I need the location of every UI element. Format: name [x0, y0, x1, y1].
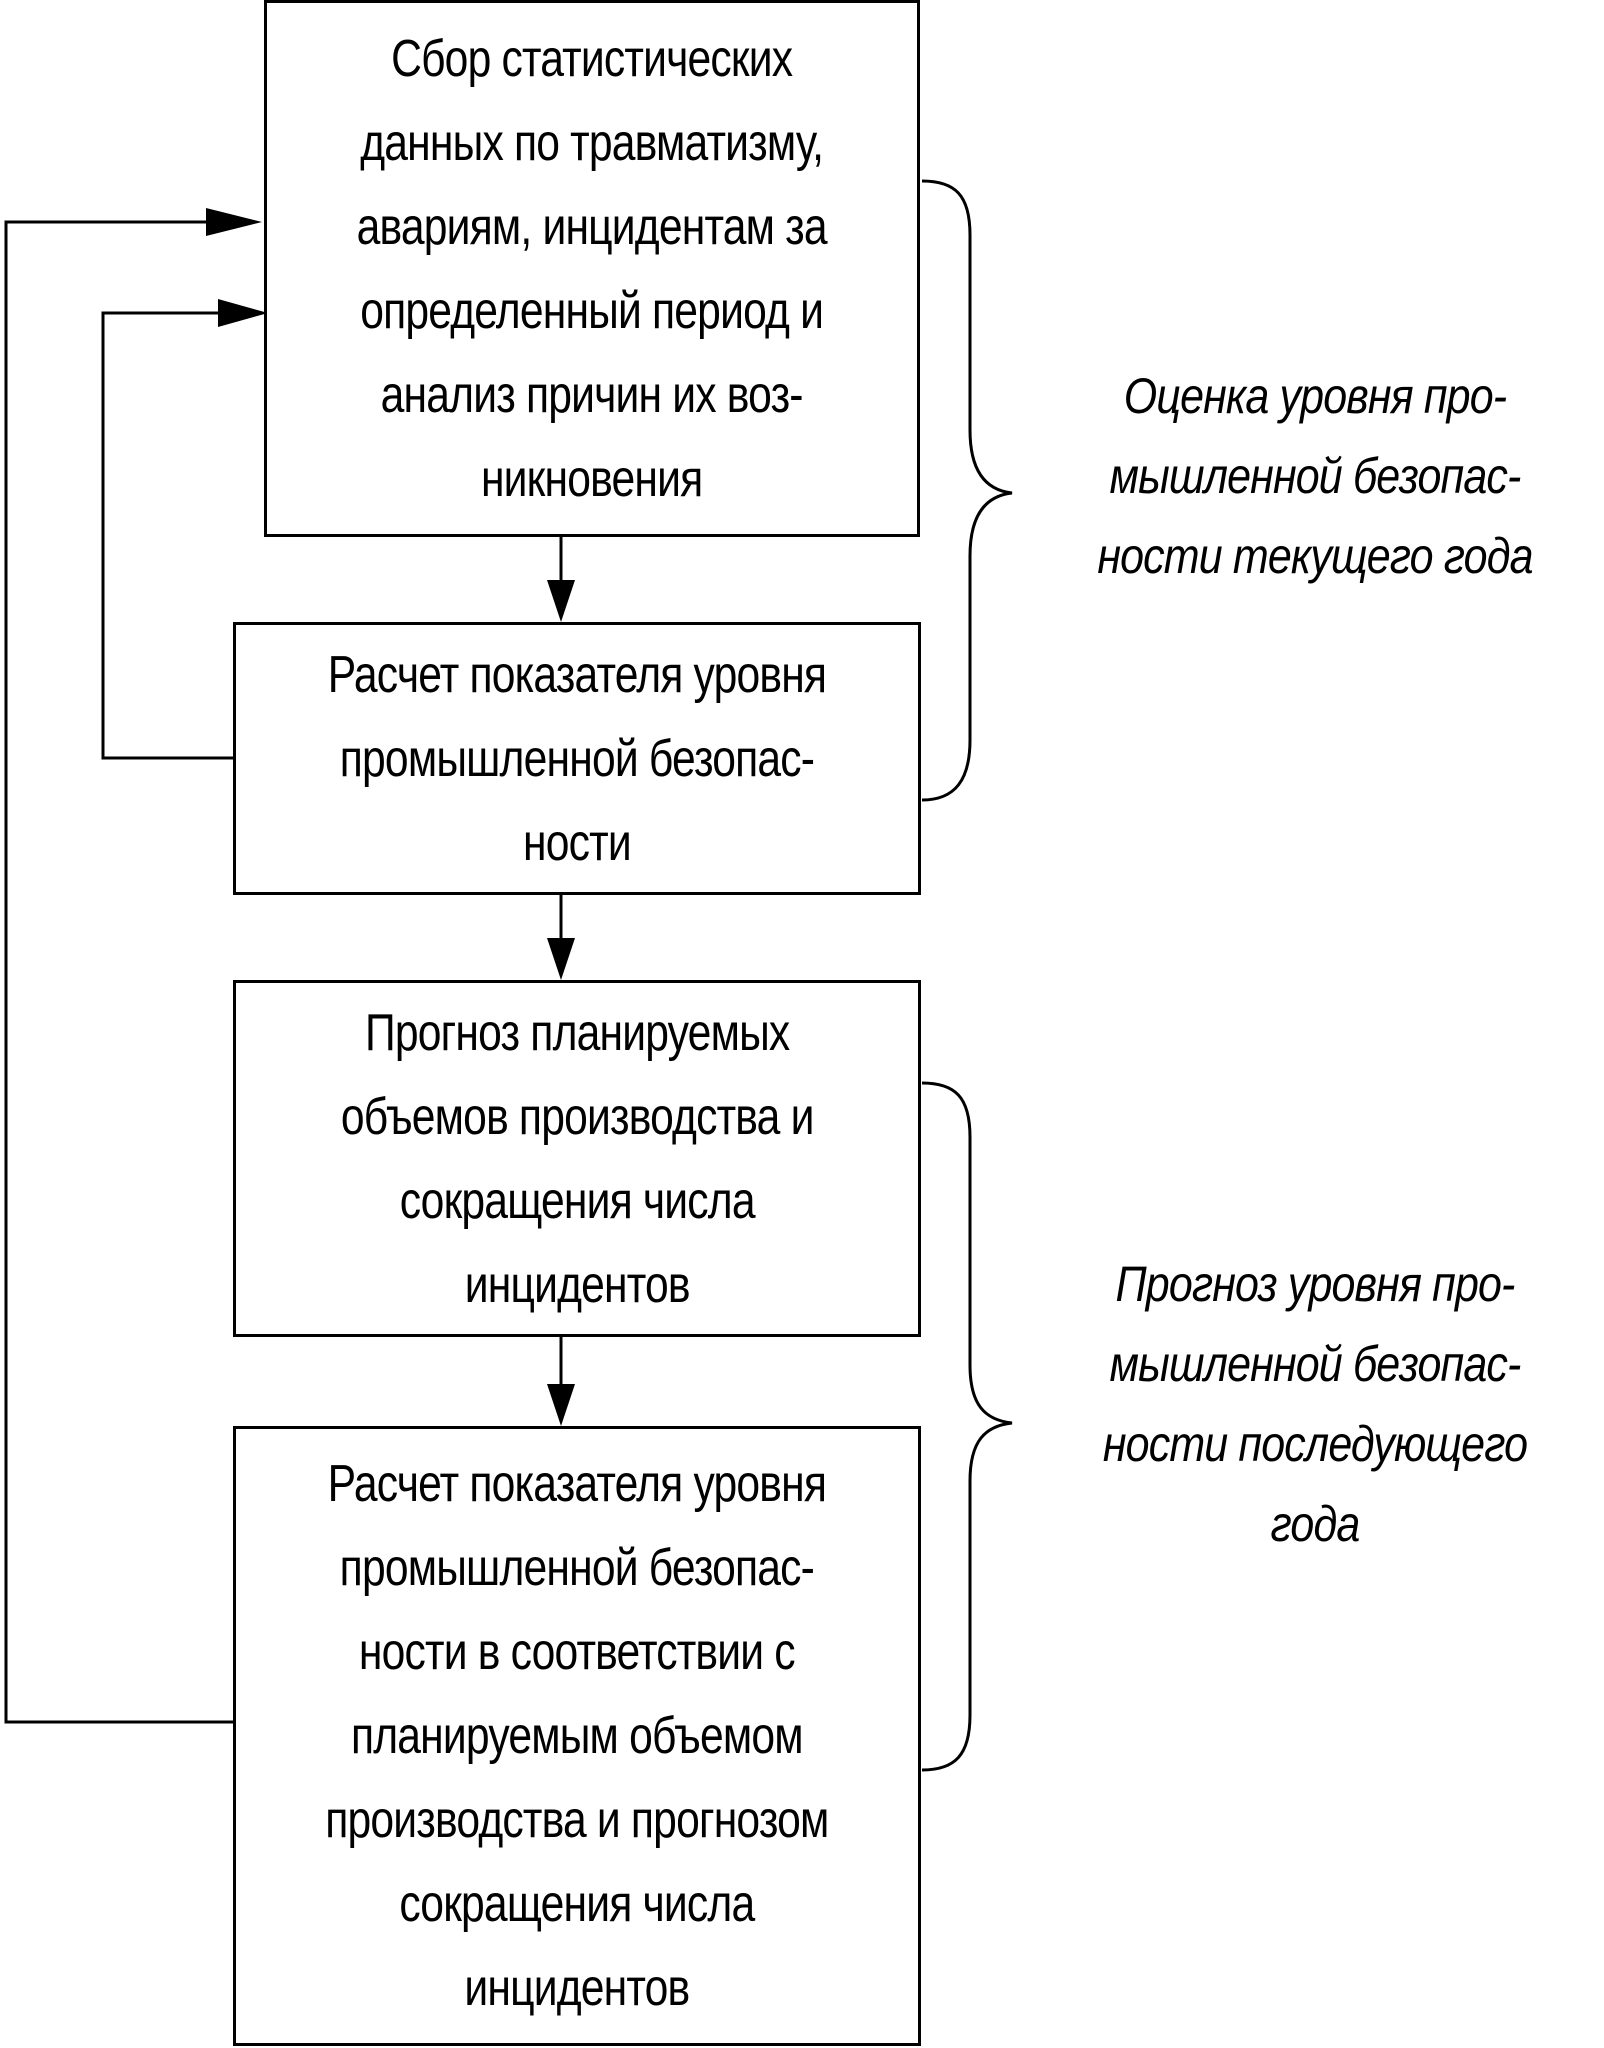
step-calc-safety-index-text: Расчет показателя уровня промышленной безопас- ности	[327, 645, 827, 872]
brace-current-year	[922, 181, 1012, 800]
step-forecast-production	[233, 980, 921, 1337]
step-calc-planned-safety-index-text: Расчет показателя уровня промышленной безопас- ности в соответствии с планируемым объемом производства и прогнозом сокращения числа инцидентов	[325, 1455, 829, 2017]
step-calc-safety-index	[233, 622, 921, 895]
group-label-current-year: Оценка уровня про- мышленной безопас- ности текущего года	[1097, 368, 1533, 584]
arrow-step1-to-step2	[547, 537, 575, 622]
group-label-next-year: Прогноз уровня про- мышленной безопас- ности последующего года	[1102, 1256, 1528, 1552]
step-forecast-production-text: Прогноз планируемых объемов производства и сокращения числа инцидентов	[340, 1003, 814, 1314]
step-collect-statistics-text: Сбор статистических данных по травматизму, авариям, инцидентам за определенный период и анализ причин их воз- никновения	[356, 29, 828, 508]
arrow-step2-to-step3	[547, 895, 575, 980]
arrow-step3-to-step4	[547, 1337, 575, 1426]
brace-next-year	[922, 1083, 1012, 1770]
step-collect-statistics	[264, 0, 920, 537]
step-calc-planned-safety-index	[233, 1426, 921, 2046]
feedback-arrow-step4-to-step1	[6, 208, 262, 1722]
